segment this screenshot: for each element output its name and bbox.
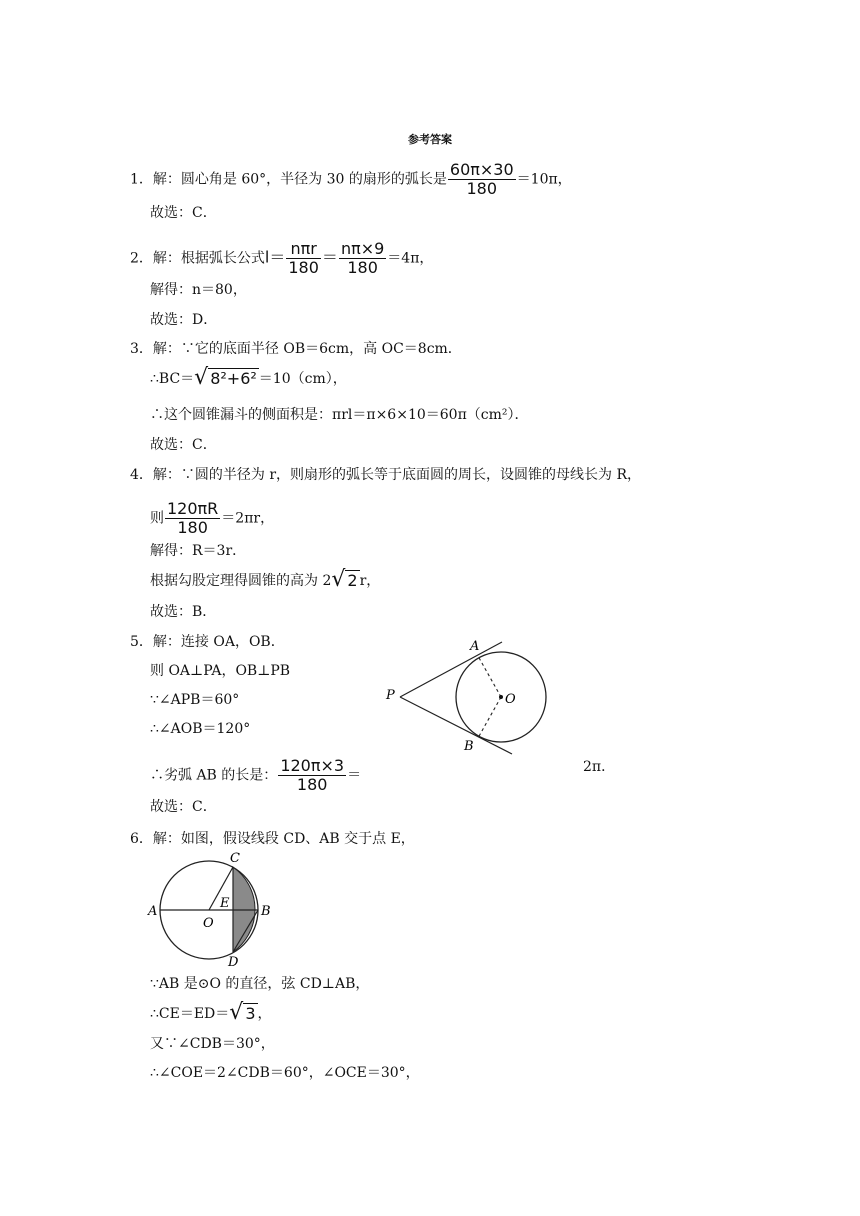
q2-l-eq: l＝ [264, 247, 286, 267]
q5-numerator: 120π×3 [280, 756, 345, 775]
q4-height-line [150, 567, 381, 592]
q3-line1: 3．解：∵它的底面半径 OB＝6cm，高 OC＝8cm． [130, 341, 462, 357]
q3-sqrt [194, 365, 259, 390]
q4-numerator: 120πR [167, 499, 219, 518]
q3-bc-prefix: ∴BC＝ [150, 371, 195, 387]
q5-label-p: P [386, 688, 395, 703]
q6-line1: 6．解：如图，假设线段 CD、AB 交于点 E， [130, 831, 415, 847]
q2-solve: 解得：n＝80， [150, 282, 247, 298]
q4-then: 则 [150, 510, 164, 527]
q4-fraction [165, 500, 220, 537]
q2-denominator-1: 180 [288, 258, 319, 277]
q6-label-o: O [203, 916, 214, 931]
q5-arc-prefix: ∴劣弧 AB 的长是： [150, 767, 278, 784]
q3-radicand: 8²+6² [210, 369, 257, 388]
q1-line [130, 161, 572, 198]
q5-fraction [278, 757, 346, 794]
q5-label-b: B [464, 739, 474, 754]
q2-fraction-2 [339, 240, 386, 277]
q3-bc-result: ＝10（cm）， [258, 371, 347, 387]
sqrt-symbol-icon: √ [194, 365, 209, 390]
q6-label-c: C [230, 851, 240, 866]
q2-fraction-1 [286, 240, 321, 277]
q6-label-b: B [261, 904, 271, 919]
q5-radius-ob [478, 697, 501, 738]
q2-text: 2．解：根据弧长公式 [130, 250, 265, 267]
q5-denominator: 180 [296, 775, 328, 794]
q4-answer: 故选：B． [150, 604, 217, 620]
q5-tangent-pa [400, 642, 502, 697]
q4-radicand: 2 [347, 571, 358, 590]
q4-sqrt [331, 567, 359, 592]
q1-numerator: 60π×30 [449, 160, 514, 179]
q6-sqrt [229, 1000, 257, 1025]
q6-label-a: A [148, 904, 158, 919]
q1-denominator: 180 [466, 179, 498, 198]
q5-line2: 则 OA⊥PA，OB⊥PB [150, 663, 291, 679]
q5-line4: ∴∠AOB＝120° [150, 721, 251, 737]
page-title: 参考答案 [408, 133, 452, 146]
q2-numerator-1: nπr [286, 240, 321, 259]
q5-arc-line [150, 757, 361, 794]
q6-ce-line [150, 1000, 272, 1025]
q5-result: 2π． [583, 759, 616, 775]
q6-label-d: D [228, 955, 239, 970]
q1-answer: 故选：C． [150, 205, 217, 221]
q6-line4: 又∵∠CDB＝30°， [150, 1036, 275, 1052]
q5-tangent-pb [400, 697, 512, 754]
q2-result: ＝4π， [387, 250, 434, 267]
q2-answer: 故选：D． [150, 312, 218, 328]
q5-answer: 故选：C． [150, 799, 217, 815]
q6-circle-figure [140, 848, 285, 970]
q6-line5: ∴∠COE＝2∠CDB＝60°，∠OCE＝30°， [150, 1065, 420, 1081]
q4-denominator: 180 [177, 518, 208, 537]
q5-radius-oa [478, 656, 501, 697]
q5-eq: ＝ [347, 767, 362, 784]
q4-line1: 4．解：∵圆的半径为 r，则扇形的弧长等于底面圆的周长，设圆锥的母线长为 R， [130, 467, 642, 483]
q2-numerator-2: nπ×9 [340, 239, 385, 258]
q3-area: ∴这个圆锥漏斗的侧面积是：πrl＝π×6×10＝60π（cm²）． [150, 407, 529, 423]
q5-label-a: A [470, 639, 480, 654]
q6-ce-suffix: ， [257, 1006, 272, 1022]
q4-height-suffix: r， [359, 573, 381, 589]
q6-ce-prefix: ∴CE＝ED＝ [150, 1006, 230, 1022]
q2-denominator-2: 180 [347, 258, 378, 277]
q4-result: ＝2πr， [221, 510, 275, 527]
q2-line: 2．解：根据弧长公式l＝ $\frac{\text{nπr}}{180}$ ＝ $\frac{n\pi\times 9}{180}$ ＝4π， [130, 239, 434, 277]
q4-solve: 解得：R＝3r． [150, 543, 247, 559]
sqrt-symbol-icon: √ [229, 1000, 244, 1025]
q3-answer: 故选：C． [150, 437, 217, 453]
sqrt-symbol-icon: √ [331, 567, 346, 592]
q4-height-prefix: 根据勾股定理得圆锥的高为 2 [150, 573, 332, 589]
q5-tangent-figure [380, 634, 580, 760]
q3-bc-line [150, 365, 347, 390]
q5-center-dot [499, 695, 503, 699]
q5-line3: ∵∠APB＝60° [150, 692, 240, 708]
q6-label-e: E [220, 896, 230, 911]
q5-label-o: O [505, 692, 516, 707]
q1-fraction [448, 161, 516, 198]
q5-line1: 5．解：连接 OA，OB． [130, 634, 285, 650]
q1-text: 1．解：圆心角是 60°，半径为 30 的扇形的弧长是 [130, 171, 447, 188]
q6-radicand: 3 [245, 1004, 256, 1023]
q1-result: ＝10π， [516, 171, 572, 188]
q4-then-line [150, 500, 274, 537]
q6-line2: ∵AB 是⊙O 的直径，弦 CD⊥AB， [150, 976, 370, 992]
